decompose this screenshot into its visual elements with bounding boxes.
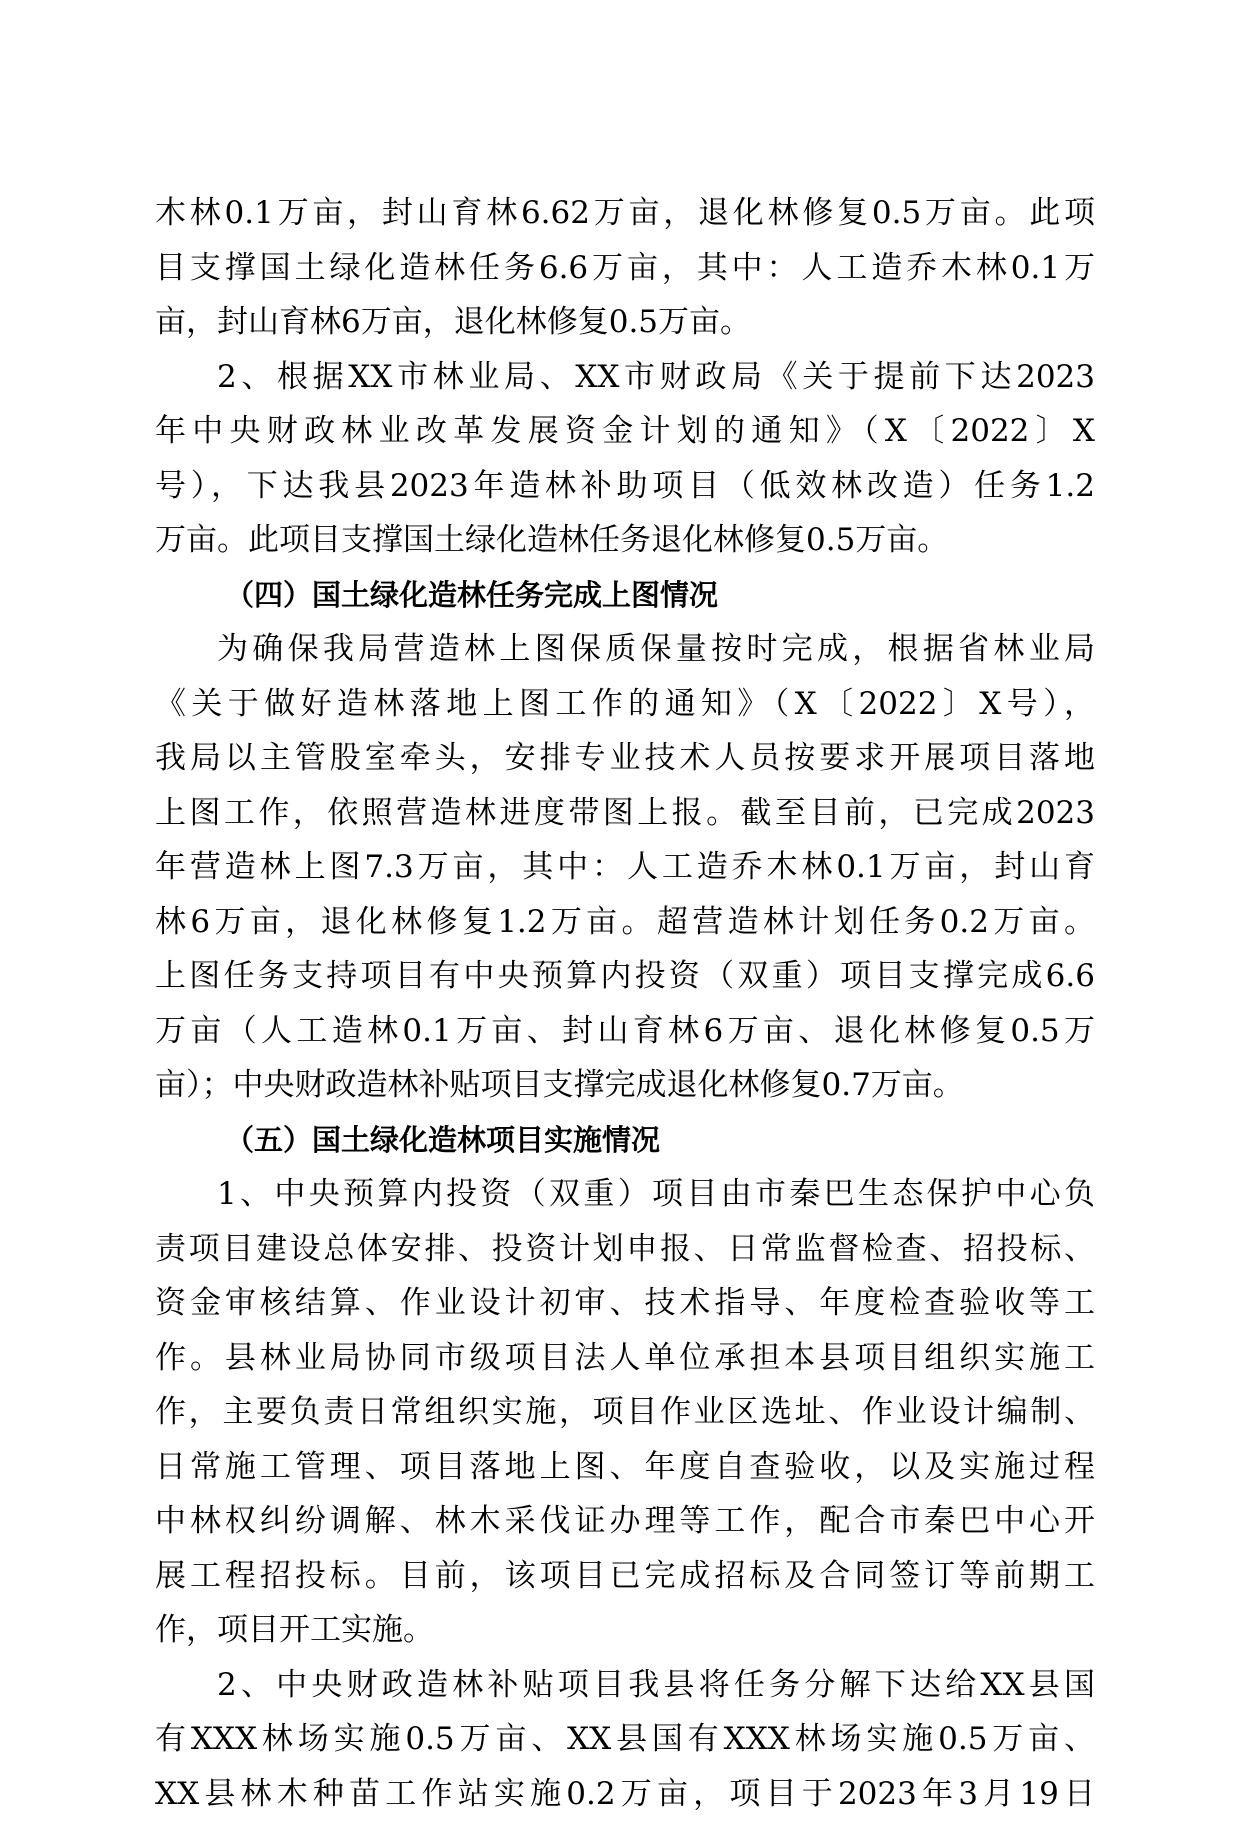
body-line: 作，主要负责日常组织实施，项目作业区选址、作业设计编制、 [155, 1385, 1095, 1440]
body-line: 号），下达我县2023年造林补助项目（低效林改造）任务1.2 [155, 459, 1095, 514]
document-body [155, 186, 1095, 1821]
body-line: 目支撑国土绿化造林任务6.6万亩，其中：人工造乔木林0.1万 [155, 241, 1095, 296]
body-line: 年营造林上图7.3万亩，其中：人工造乔木林0.1万亩，封山育 [155, 840, 1095, 895]
body-line: 作。县林业局协同市级项目法人单位承担本县项目组织实施工 [155, 1331, 1095, 1386]
body-line: 责项目建设总体安排、投资计划申报、日常监督检查、招投标、 [155, 1222, 1095, 1277]
body-line: 上图工作，依照营造林进度带图上报。截至目前，已完成2023 [155, 786, 1095, 841]
body-line: XX县林木种苗工作站实施0.2万亩，项目于2023年3月19日 [155, 1767, 1095, 1821]
paragraph-start: 2、中央财政造林补贴项目我县将任务分解下达给XX县国 [155, 1658, 1095, 1713]
paragraph-start: 1、中央预算内投资（双重）项目由市秦巴生态保护中心负 [155, 1167, 1095, 1222]
body-line: 木林0.1万亩，封山育林6.62万亩，退化林修复0.5万亩。此项 [155, 186, 1095, 241]
body-line: 我局以主管股室牵头，安排专业技术人员按要求开展项目落地 [155, 731, 1095, 786]
body-line: 日常施工管理、项目落地上图、年度自查验收，以及实施过程 [155, 1440, 1095, 1495]
body-line: 亩）；中央财政造林补贴项目支撑完成退化林修复0.7万亩。 [155, 1058, 1095, 1113]
body-line: 有XXX林场实施0.5万亩、XX县国有XXX林场实施0.5万亩、 [155, 1712, 1095, 1767]
body-line: 《关于做好造林落地上图工作的通知》（X〔2022〕X号）， [155, 677, 1095, 732]
paragraph-start: 2、根据XX市林业局、XX市财政局《关于提前下达2023 [155, 350, 1095, 405]
body-line: 年中央财政林业改革发展资金计划的通知》（X〔2022〕X [155, 404, 1095, 459]
body-line: 林6万亩，退化林修复1.2万亩。超营造林计划任务0.2万亩。 [155, 895, 1095, 950]
paragraph-start: 为确保我局营造林上图保质保量按时完成，根据省林业局 [155, 622, 1095, 677]
body-line: 资金审核结算、作业设计初审、技术指导、年度检查验收等工 [155, 1276, 1095, 1331]
body-line: 展工程招投标。目前，该项目已完成招标及合同签订等前期工 [155, 1549, 1095, 1604]
section-heading: （四）国土绿化造林任务完成上图情况 [155, 568, 1095, 623]
body-line: 万亩。此项目支撑国土绿化造林任务退化林修复0.5万亩。 [155, 513, 1095, 568]
body-line: 万亩（人工造林0.1万亩、封山育林6万亩、退化林修复0.5万 [155, 1004, 1095, 1059]
section-heading: （五）国土绿化造林项目实施情况 [155, 1113, 1095, 1168]
body-line: 中林权纠纷调解、林木采伐证办理等工作，配合市秦巴中心开 [155, 1494, 1095, 1549]
body-line: 亩，封山育林6万亩，退化林修复0.5万亩。 [155, 295, 1095, 350]
body-line: 作，项目开工实施。 [155, 1603, 1095, 1658]
body-line: 上图任务支持项目有中央预算内投资（双重）项目支撑完成6.6 [155, 949, 1095, 1004]
